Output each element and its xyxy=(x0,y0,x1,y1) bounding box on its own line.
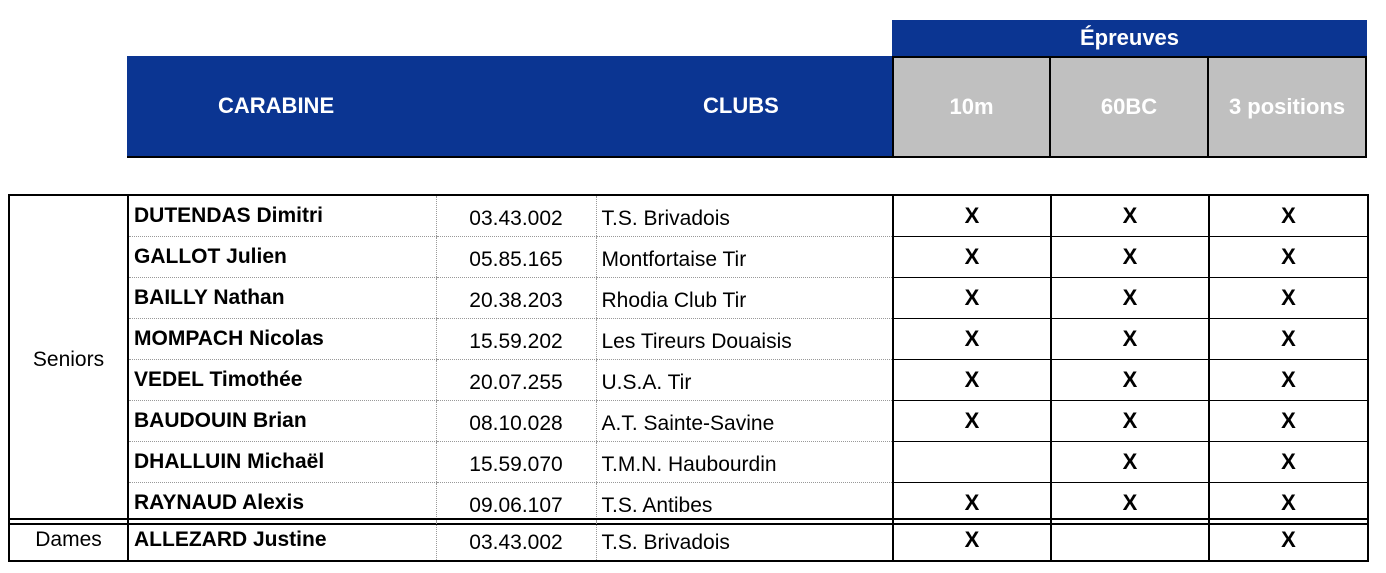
event-mark: X xyxy=(893,278,1051,319)
athlete-name: DHALLUIN Michaël xyxy=(128,442,436,483)
athlete-name: RAYNAUD Alexis xyxy=(128,483,436,525)
event-mark: X xyxy=(1209,278,1368,319)
event-mark: X xyxy=(1051,360,1209,401)
athlete-name: BAUDOUIN Brian xyxy=(128,401,436,442)
table-row xyxy=(9,401,1368,442)
club-name: T.S. Brivadois xyxy=(596,519,893,561)
club-name: T.S. Antibes xyxy=(596,483,893,525)
event-mark xyxy=(893,442,1051,483)
athlete-name: GALLOT Julien xyxy=(128,237,436,278)
license-number: 08.10.028 xyxy=(436,401,596,442)
table-row xyxy=(9,360,1368,401)
event-mark: X xyxy=(1209,237,1368,278)
event-mark: X xyxy=(1209,519,1368,561)
club-name: A.T. Sainte-Savine xyxy=(596,401,893,442)
license-number: 09.06.107 xyxy=(436,483,596,525)
event-mark: X xyxy=(1209,195,1368,237)
category-label: Dames xyxy=(9,519,128,561)
event-header-10m: 10m xyxy=(892,56,1051,158)
event-mark: X xyxy=(1209,442,1368,483)
event-mark: X xyxy=(1209,319,1368,360)
license-number: 15.59.070 xyxy=(436,442,596,483)
event-header-60bc: 60BC xyxy=(1049,56,1209,158)
club-name: Rhodia Club Tir xyxy=(596,278,893,319)
club-name: T.S. Brivadois xyxy=(596,195,893,237)
epreuves-header: Épreuves xyxy=(892,20,1367,56)
athlete-name: DUTENDAS Dimitri xyxy=(128,195,436,237)
event-mark: X xyxy=(1051,483,1209,525)
event-mark: X xyxy=(1209,401,1368,442)
club-name: T.M.N. Haubourdin xyxy=(596,442,893,483)
license-number: 03.43.002 xyxy=(436,519,596,561)
event-mark: X xyxy=(893,195,1051,237)
clubs-heading: CLUBS xyxy=(703,93,779,118)
dames-table xyxy=(8,518,1369,562)
event-mark: X xyxy=(893,483,1051,525)
license-number: 20.38.203 xyxy=(436,278,596,319)
table-row xyxy=(9,319,1368,360)
club-name: U.S.A. Tir xyxy=(596,360,893,401)
event-mark: X xyxy=(1051,278,1209,319)
event-header-3-positions: 3 positions xyxy=(1207,56,1367,158)
event-mark: X xyxy=(893,519,1051,561)
athlete-name: MOMPACH Nicolas xyxy=(128,319,436,360)
club-name: Les Tireurs Douaisis xyxy=(596,319,893,360)
event-mark: X xyxy=(893,360,1051,401)
event-mark: X xyxy=(1051,442,1209,483)
athlete-name: VEDEL Timothée xyxy=(128,360,436,401)
license-number: 05.85.165 xyxy=(436,237,596,278)
seniors-table xyxy=(8,194,1369,525)
event-mark: X xyxy=(893,237,1051,278)
table-row xyxy=(9,237,1368,278)
license-number: 20.07.255 xyxy=(436,360,596,401)
table-row xyxy=(9,442,1368,483)
event-mark: X xyxy=(1209,483,1368,525)
event-mark: X xyxy=(1051,319,1209,360)
license-number: 15.59.202 xyxy=(436,319,596,360)
table-row xyxy=(9,195,1368,237)
table-row xyxy=(9,278,1368,319)
event-mark: X xyxy=(1051,401,1209,442)
table-row xyxy=(9,519,1368,561)
license-number: 03.43.002 xyxy=(436,195,596,237)
event-mark: X xyxy=(1051,195,1209,237)
carabine-heading: CARABINE xyxy=(218,93,335,118)
club-name: Montfortaise Tir xyxy=(596,237,893,278)
event-mark: X xyxy=(1209,360,1368,401)
event-mark: X xyxy=(893,319,1051,360)
event-mark: X xyxy=(893,401,1051,442)
athlete-name: ALLEZARD Justine xyxy=(128,519,436,561)
event-mark: X xyxy=(1051,237,1209,278)
event-mark xyxy=(1051,519,1209,561)
category-label: Seniors xyxy=(9,195,128,524)
athlete-name: BAILLY Nathan xyxy=(128,278,436,319)
